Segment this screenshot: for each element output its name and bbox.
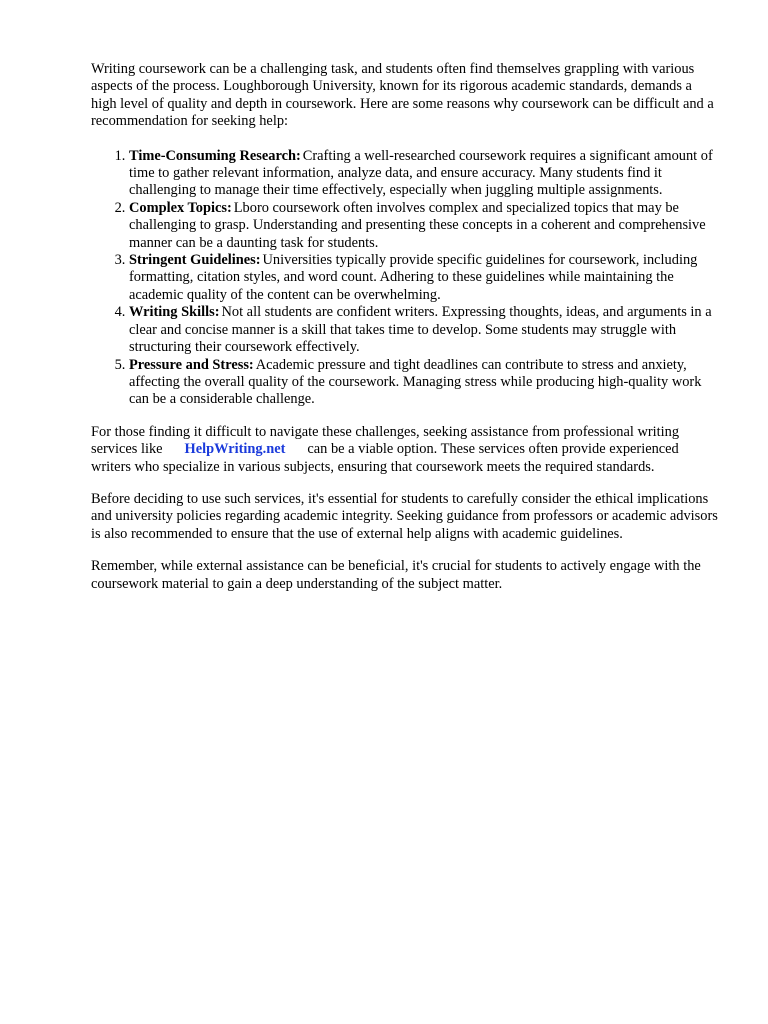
closing-paragraph: Remember, while external assistance can be beneficial, it's crucial for students to actively engage with the coursework material to gain a deep understanding of the subject matter. (91, 558, 701, 592)
reason-text: Crafting a well-researched coursework requires a significant amount of time to gather relevant information, analyze data, and ensure accuracy. Many students find it challenging to manage their time effectively, especially when juggling multiple assignments. (129, 147, 713, 199)
list-item (129, 252, 720, 304)
assistance-paragraph (91, 424, 720, 476)
assistance-text-after: can be a viable option. These services often provide experienced writers who specialize in various subjects, ensuring that coursework meets the required standards. (91, 441, 679, 475)
reasons-list (91, 148, 720, 409)
reason-term: Complex Topics: (129, 199, 232, 216)
reason-text: Not all students are confident writers. Expressing thoughts, ideas, and arguments in a clear and concise manner is a skill that takes time to develop. Some students may struggle with structuring their coursework effectively. (129, 304, 712, 356)
reason-text: Academic pressure and tight deadlines can contribute to stress and anxiety, affecting the overall quality of the coursework. Managing stress while producing high-quality work can be a considerable challenge. (129, 356, 702, 408)
list-item (129, 304, 720, 356)
reason-term: Pressure and Stress: (129, 356, 254, 373)
helpwriting-link[interactable]: HelpWriting.net (184, 441, 286, 458)
reason-text: Lboro coursework often involves complex and specialized topics that may be challenging to grasp. Understanding and presenting these concepts in a coherent and comprehensive manner can be a daunting task for students. (129, 199, 706, 251)
reason-text: Universities typically provide specific guidelines for coursework, including formatting, citation styles, and word count. Adhering to these guidelines while maintaining the academic quality of the content can be overwhelming. (129, 252, 698, 303)
list-item (129, 200, 720, 252)
assistance-text-before: For those finding it difficult to navigate these challenges, seeking assistance from professional writing services like (91, 423, 680, 458)
ethics-paragraph: Before deciding to use such services, it's essential for students to carefully consider the ethical implications and university policies regarding academic integrity. Seeking guidance from professors or academic advisors is also recommended to ensure that the use of external help aligns with academic guidelines. (91, 490, 718, 542)
intro-paragraph: Writing coursework can be a challenging task, and students often find themselves grappling with various aspects of the process. Loughborough University, known for its rigorous academic standards, demands a high level of quality and depth in coursework. Here are some reasons why coursework can be difficult and a recommendation for seeking help: (91, 61, 714, 130)
reason-term: Writing Skills: (129, 304, 220, 321)
list-item (129, 148, 720, 200)
reason-term: Stringent Guidelines: (129, 252, 261, 269)
list-item (129, 357, 720, 409)
reason-term: Time-Consuming Research: (129, 147, 301, 164)
